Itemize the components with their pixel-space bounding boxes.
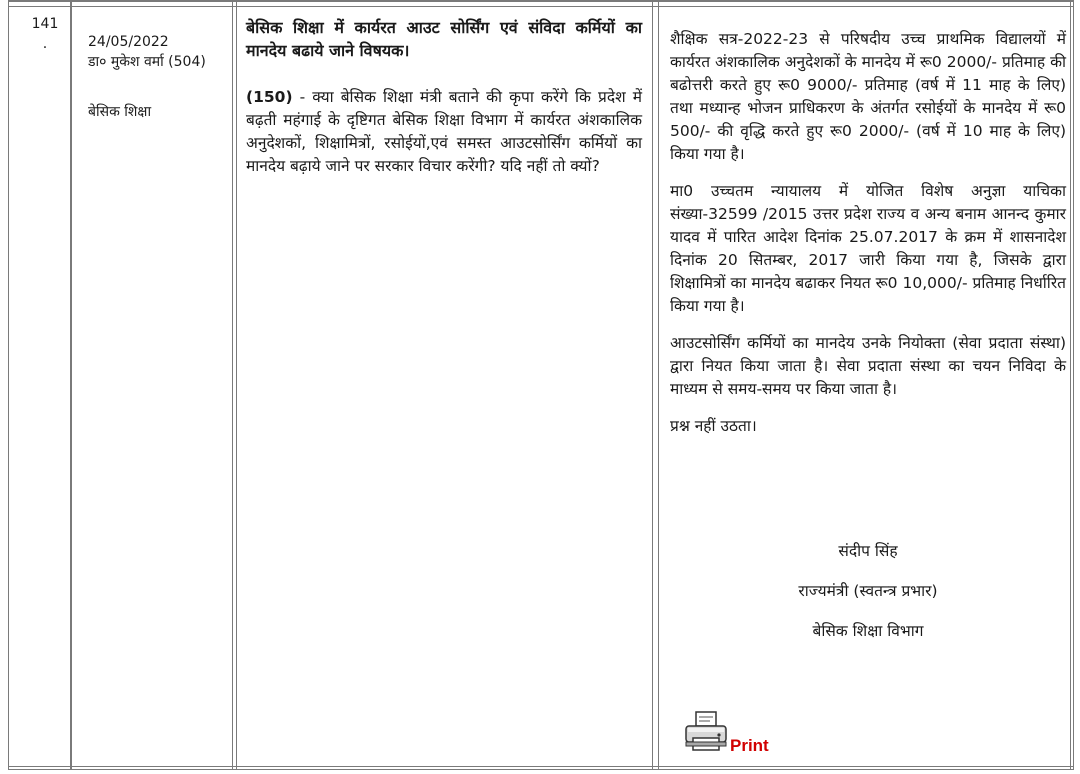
signatory-name: संदीप सिंह xyxy=(838,542,898,560)
col-border xyxy=(658,0,659,770)
serial-number: 141 xyxy=(31,16,59,32)
col-border xyxy=(8,0,9,770)
answer-paragraph: मा0 उच्चतम न्यायालय में योजित विशेष अनुज्ञा याचिका संख्या-32599 /2015 उत्तर प्रदेश राज्य व अन्य बनाम आनन्द कुमार यादव में पारित आदेश दिनांक 25.07.2017 के क्रम में शासनादेश दिनांक 20 सितम्बर, 2017 जारी किया गया है, जिसके द्वारा शिक्षामित्रों का मानदेय बढाकर नियत रू0 10,000/- प्रतिमाह निर्धारित किया गया है। xyxy=(670,182,1066,315)
table-bottom-border xyxy=(8,769,1074,770)
question-number: (150) xyxy=(246,88,293,106)
col-border xyxy=(1070,0,1071,770)
printer-icon xyxy=(684,710,728,758)
question-cell xyxy=(246,16,642,178)
col-border xyxy=(652,0,653,770)
col-border xyxy=(70,0,72,770)
question-text: - क्या बेसिक शिक्षा मंत्री बताने की कृपा करेंगे कि प्रदेश में बढ़ती महंगाई के दृष्टिगत बेसिक शिक्षा विभाग में कार्यरत अंशकालिक अनुदेशकों, शिक्षामित्रों, रसोईयों,एवं समस्त आउटसोर्सिंग कर्मियों का मानदेय बढ़ाये जाने पर सरकार विचार करेंगी? यदि नहीं तो क्यों? xyxy=(246,88,642,175)
meta-cell xyxy=(88,32,233,122)
question-subject: बेसिक शिक्षा में कार्यरत आउट सोर्सिंग एवं संविदा कर्मियों का मानदेय बढाये जाने विषयक। xyxy=(246,18,642,60)
table-bottom-inner-border xyxy=(8,766,1074,767)
answer-paragraph: शैक्षिक सत्र-2022-23 से परिषदीय उच्च प्राथमिक विद्यालयों में कार्यरत अंशकालिक अनुदेशकों के मानदेय में रू0 2000/- प्रतिमाह की बढोत्तरी करते हुए रू0 9000/- प्रतिमाह (वर्ष में 11 माह के लिए) तथा मध्यान्ह भोजन प्राधिकरण के अंतर्गत रसोईयों के मानदेय में रू0 500/- की वृद्धि करते हुए रू0 2000/- (वर्ष में 10 माह के लिए) किया गया है। xyxy=(670,30,1066,163)
table-top-border xyxy=(8,0,1074,2)
signatory-designation: राज्यमंत्री (स्वतन्त्र प्रभार) xyxy=(798,582,938,600)
table-top-inner-border xyxy=(8,6,1074,7)
signatory-office: बेसिक शिक्षा विभाग xyxy=(812,622,924,640)
col-border xyxy=(1073,0,1074,770)
serial-suffix: . xyxy=(42,36,48,52)
print-button[interactable] xyxy=(684,708,794,758)
question-date: 24/05/2022 xyxy=(88,34,169,50)
member-name: डा० मुकेश वर्मा (504) xyxy=(88,54,206,70)
answer-cell xyxy=(670,28,1066,452)
answer-table xyxy=(8,0,1074,770)
print-label: Print xyxy=(730,736,769,755)
answer-paragraph: आउटसोर्सिंग कर्मियों का मानदेय उनके नियोक्ता (सेवा प्रदाता संस्था) द्वारा नियत किया जाता है। सेवा प्रदाता संस्था का चयन निविदा के माध्यम से समय-समय पर किया जाता है। xyxy=(670,334,1066,398)
question-body xyxy=(246,86,642,178)
serial-cell xyxy=(20,14,70,54)
col-border xyxy=(236,0,237,770)
department-name: बेसिक शिक्षा xyxy=(88,104,152,120)
answer-paragraph: प्रश्न नहीं उठता। xyxy=(670,417,757,435)
